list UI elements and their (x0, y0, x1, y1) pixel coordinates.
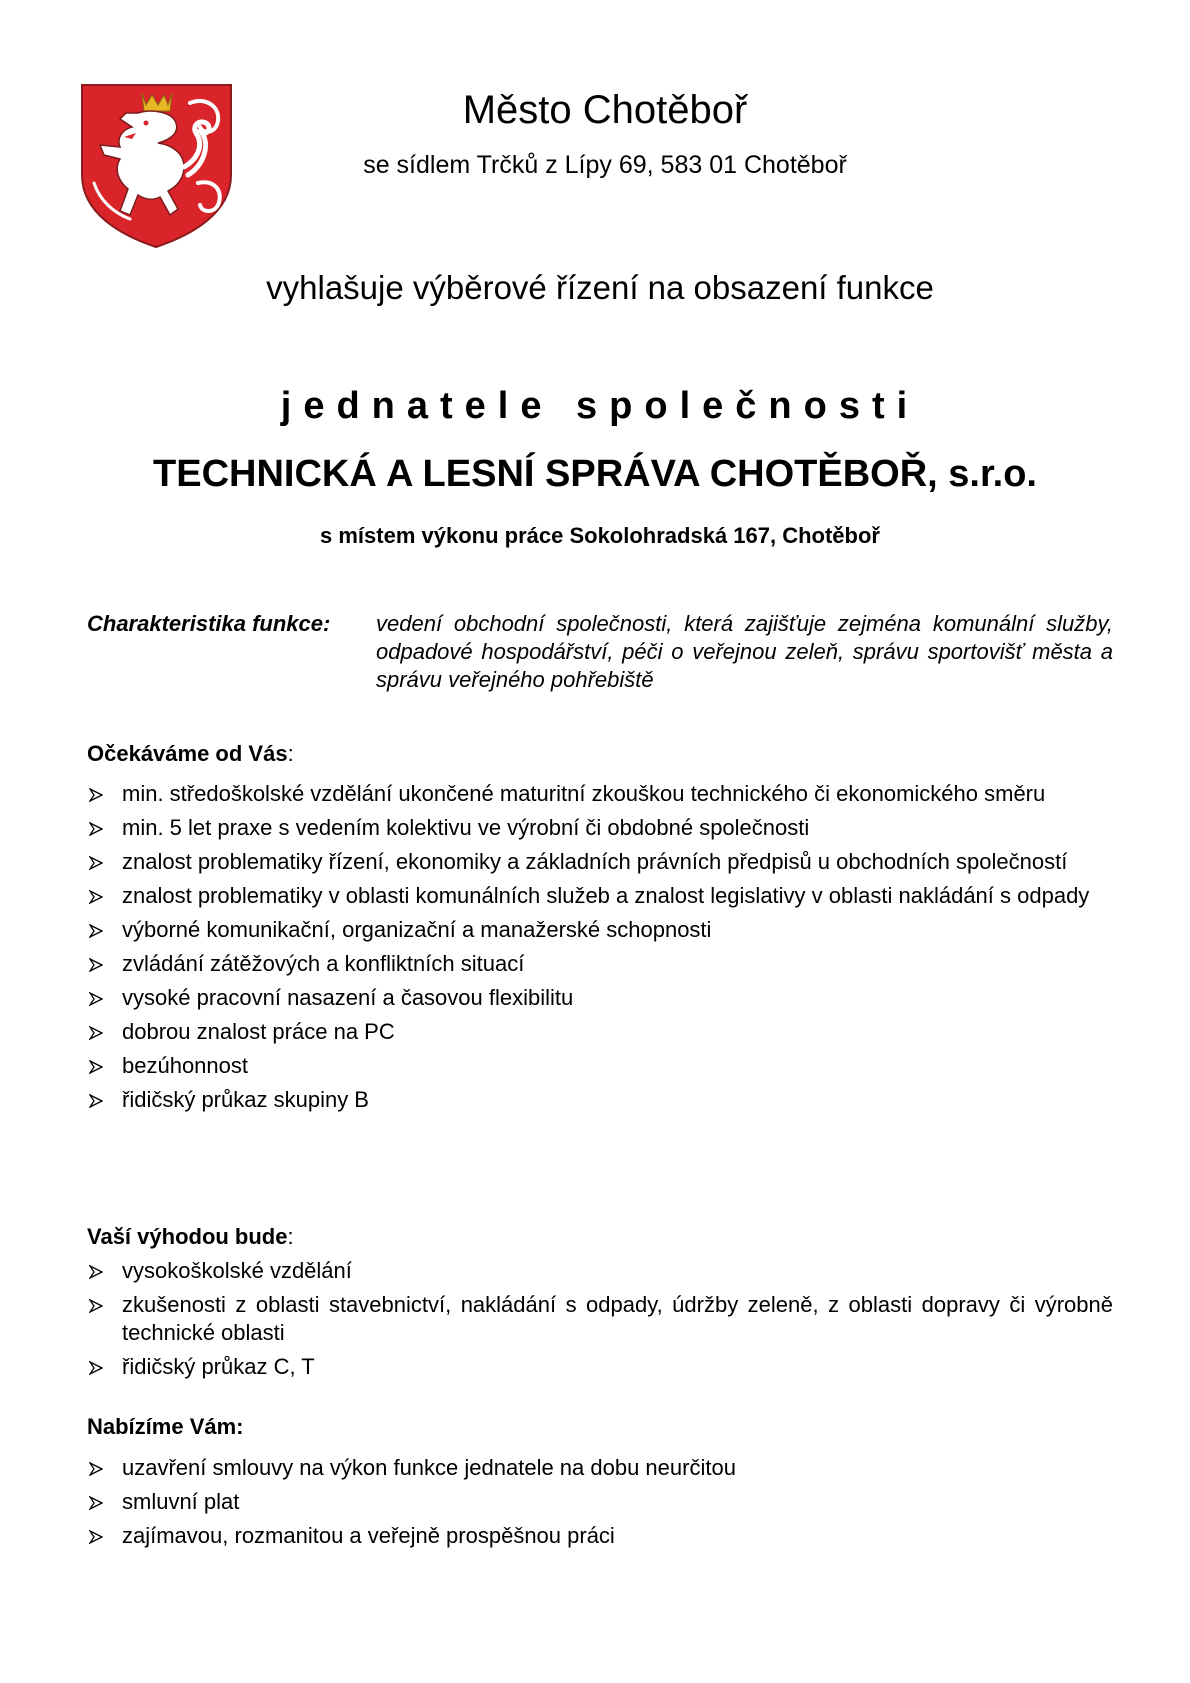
list-item (87, 1522, 1113, 1550)
list-item-text: min. středoškolské vzdělání ukončené maturitní zkouškou technického či ekonomického směru (122, 781, 1046, 806)
list-item-text: dobrou znalost práce na PC (122, 1019, 395, 1044)
arrowhead-bullet-icon (89, 1462, 103, 1476)
city-name: Město Chotěboř (462, 88, 748, 132)
list-item-text: řidičský průkaz skupiny B (122, 1087, 369, 1112)
characteristics-label: Charakteristika funkce: (87, 611, 331, 636)
announcement: vyhlašuje výběrové řízení na obsazení funkce (266, 269, 934, 306)
coat-of-arms-lion-icon (80, 83, 233, 249)
list-item (87, 1291, 1113, 1347)
arrowhead-bullet-icon (89, 1060, 103, 1074)
arrowhead-bullet-icon (89, 1530, 103, 1544)
list-item-text: řidičský průkaz C, T (122, 1354, 315, 1379)
arrowhead-bullet-icon (89, 1026, 103, 1040)
list-item (87, 1488, 1113, 1516)
advantages-heading-text: Vaší výhodou bude (87, 1224, 288, 1249)
list-item-text: zkušenosti z oblasti stavebnictví, nakládání s odpady, údržby zeleně, z oblasti dopravy či výrobně technické oblasti (122, 1292, 1113, 1345)
arrowhead-bullet-icon (89, 1361, 103, 1375)
city-address: se sídlem Trčků z Lípy 69, 583 01 Chotěboř (363, 151, 847, 179)
list-item-text: zajímavou, rozmanitou a veřejně prospěšnou práci (122, 1523, 615, 1548)
list-item (87, 1454, 1113, 1482)
list-item (87, 984, 1113, 1012)
offer-heading: Nabízíme Vám: (87, 1414, 244, 1439)
list-item (87, 950, 1113, 978)
list-item-text: smluvní plat (122, 1489, 240, 1514)
list-item (87, 1353, 1113, 1381)
list-item-text: vysoké pracovní nasazení a časovou flexibilitu (122, 985, 574, 1010)
workplace: s místem výkonu práce Sokolohradská 167, Chotěboř (320, 523, 880, 548)
list-item (87, 1257, 1113, 1285)
list-item (87, 1052, 1113, 1080)
arrowhead-bullet-icon (89, 924, 103, 938)
list-item (87, 1018, 1113, 1046)
arrowhead-bullet-icon (89, 1299, 103, 1313)
list-item (87, 882, 1113, 910)
arrowhead-bullet-icon (89, 788, 103, 802)
arrowhead-bullet-icon (89, 822, 103, 836)
list-item (87, 814, 1113, 842)
arrowhead-bullet-icon (89, 1265, 103, 1279)
list-item-text: zvládání zátěžových a konfliktních situací (122, 951, 525, 976)
arrowhead-bullet-icon (89, 890, 103, 904)
position-title: jednatele společnosti (280, 385, 920, 427)
offer-list (87, 1454, 1113, 1556)
expectations-list (87, 780, 1113, 1120)
list-item-text: vysokoškolské vzdělání (122, 1258, 352, 1283)
list-item-text: znalost problematiky řízení, ekonomiky a základních právních předpisů u obchodních společností (122, 849, 1068, 874)
list-item-text: uzavření smlouvy na výkon funkce jednatele na dobu neurčitou (122, 1455, 736, 1480)
arrowhead-bullet-icon (89, 856, 103, 870)
list-item-text: bezúhonnost (122, 1053, 248, 1078)
characteristics-text: vedení obchodní společnosti, která zajišťuje zejména komunální služby, odpadové hospodářství, péči o veřejnou zeleň, správu sportovišť města a správu veřejného pohřebiště (376, 611, 1113, 692)
company-name: TECHNICKÁ A LESNÍ SPRÁVA CHOTĚBOŘ, s.r.o. (153, 453, 1037, 495)
arrowhead-bullet-icon (89, 1496, 103, 1510)
expectations-heading-colon: : (287, 741, 294, 766)
advantages-heading (87, 1223, 294, 1251)
list-item-text: min. 5 let praxe s vedením kolektivu ve výrobní či obdobné společnosti (122, 815, 810, 840)
arrowhead-bullet-icon (89, 1094, 103, 1108)
list-item-text: znalost problematiky v oblasti komunálních služeb a znalost legislativy v oblasti nakládání s odpady (122, 883, 1090, 908)
expectations-heading-text: Očekáváme od Vás (87, 741, 288, 766)
list-item-text: výborné komunikační, organizační a manažerské schopnosti (122, 917, 712, 942)
list-item (87, 848, 1113, 876)
list-item (87, 916, 1113, 944)
advantages-heading-colon: : (287, 1224, 294, 1249)
advantages-list (87, 1257, 1113, 1387)
arrowhead-bullet-icon (89, 958, 103, 972)
list-item (87, 1086, 1113, 1114)
list-item (87, 780, 1113, 808)
arrowhead-bullet-icon (89, 992, 103, 1006)
expectations-heading (87, 740, 294, 768)
